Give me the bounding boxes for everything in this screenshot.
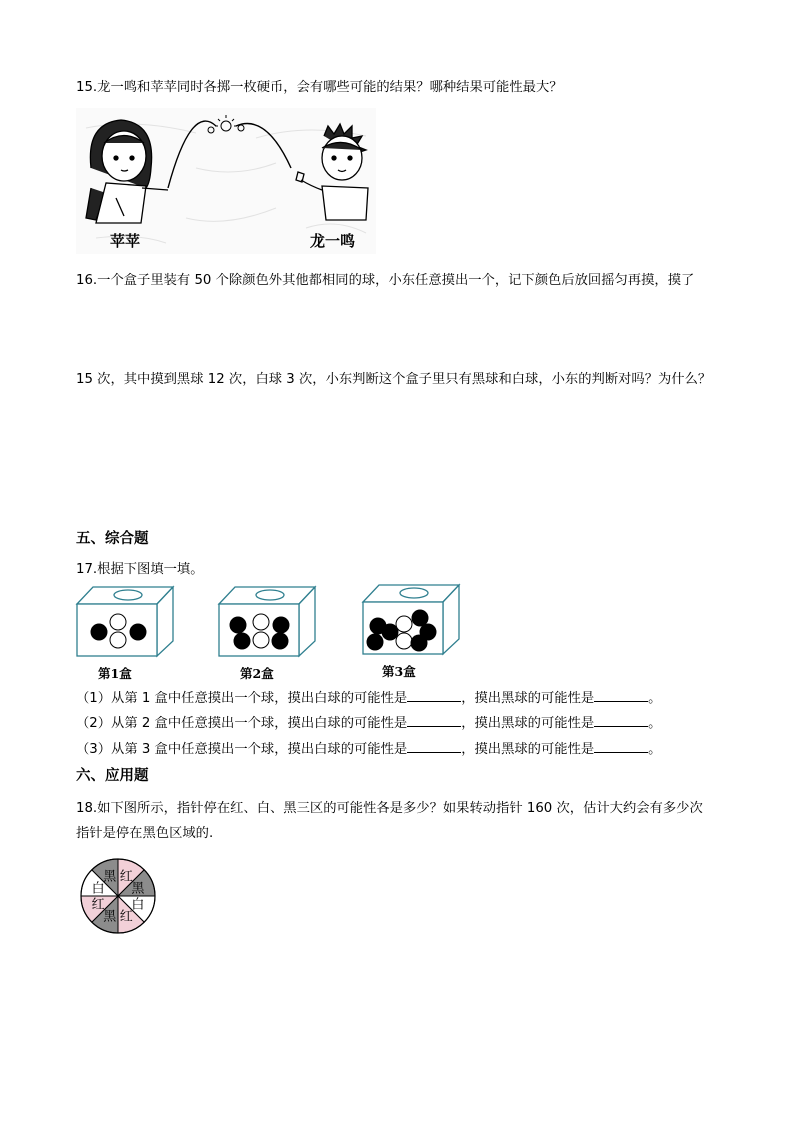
q18-line2: 指针是停在黑色区域的.	[76, 826, 214, 841]
box-1	[76, 586, 176, 681]
box-3	[362, 584, 462, 679]
q17-item-3-blank-black[interactable]	[594, 740, 648, 753]
q17-item-2-text-b: ，摸出黑球的可能性是	[461, 716, 595, 731]
spinner-sector-label: 白	[91, 881, 105, 897]
q17-item-1-blank-black[interactable]	[594, 689, 648, 702]
q17-item-3-text-c: 。	[648, 742, 662, 757]
q15-text: 15.龙一鸣和苹苹同时各掷一枚硬币，会有哪些可能的结果？哪种结果可能性最大？	[76, 80, 563, 95]
girl-name-label: 苹苹	[110, 232, 141, 250]
q17-item-2-text-a: （2）从第 2 盒中任意摸出一个球，摸出白球的可能性是	[76, 716, 408, 731]
spinner	[80, 858, 156, 934]
q18-line1: 18.如下图所示，指针停在红、白、黑三区的可能性各是多少？如果转动指针 160 次，估计大约会有多少次	[76, 801, 703, 816]
q17-item-3-text-a: （3）从第 3 盒中任意摸出一个球，摸出白球的可能性是	[76, 742, 408, 757]
q17-item-3	[76, 740, 661, 759]
box-3-drawing	[362, 584, 462, 656]
q17-item-2-text-c: 。	[648, 716, 662, 731]
spinner-sector-label: 红	[91, 897, 105, 913]
q17-item-1-text-a: （1）从第 1 盒中任意摸出一个球，摸出白球的可能性是	[76, 691, 408, 706]
q16-line1: 16.一个盒子里装有 50 个除颜色外其他都相同的球，小东任意摸出一个，记下颜色后放回摇匀再摸，摸了	[76, 273, 695, 288]
box-2	[218, 586, 318, 681]
q17-item-2-blank-black[interactable]	[594, 714, 648, 727]
q17-item-1-blank-white[interactable]	[407, 689, 461, 702]
spinner-sector-label: 黑	[103, 909, 117, 925]
q17-item-2	[76, 714, 661, 733]
q17-prompt: 17.根据下图填一填。	[76, 562, 204, 577]
box-1-label: 第1盒	[98, 666, 132, 681]
section-6-title: 六、应用题	[76, 768, 149, 784]
spinner-sector-label: 白	[131, 897, 145, 913]
q16-line2: 15 次，其中摸到黑球 12 次，白球 3 次，小东判断这个盒子里只有黑球和白球，小东的判断对吗？为什么？	[76, 372, 712, 387]
box-1-drawing	[76, 586, 176, 658]
spinner-sector-label: 黑	[131, 881, 145, 897]
boy-name-label: 龙一鸣	[310, 232, 356, 250]
q17-item-3-text-b: ，摸出黑球的可能性是	[461, 742, 595, 757]
q17-item-1	[76, 689, 661, 708]
q17-item-2-blank-white[interactable]	[407, 714, 461, 727]
coin-toss-illustration	[76, 108, 376, 254]
box-2-drawing	[218, 586, 318, 658]
section-5-title: 五、综合题	[76, 531, 149, 547]
box-3-label: 第3盒	[382, 664, 416, 679]
spinner-wheel	[80, 858, 156, 934]
q17-item-1-text-b: ，摸出黑球的可能性是	[461, 691, 595, 706]
q17-item-3-blank-white[interactable]	[407, 740, 461, 753]
spinner-sector-label: 红	[119, 909, 133, 925]
q17-item-1-text-c: 。	[648, 691, 662, 706]
spinner-sector-label: 黑	[103, 869, 117, 885]
box-2-label: 第2盒	[240, 666, 274, 681]
spinner-sector-label: 红	[119, 869, 133, 885]
